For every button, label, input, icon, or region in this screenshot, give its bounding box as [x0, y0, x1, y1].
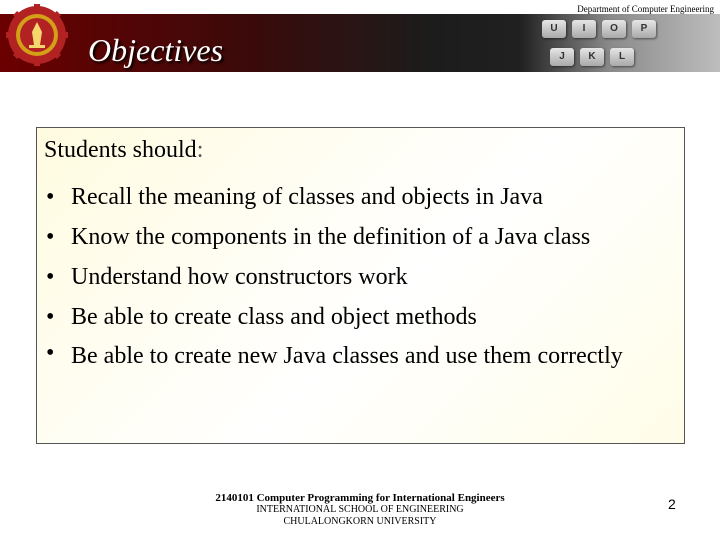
list-item-text: Understand how constructors work [71, 264, 408, 290]
list-item [44, 337, 686, 373]
keyboard-key: K [580, 48, 604, 66]
footer [150, 492, 570, 528]
list-item-text: Know the components in the definition of a Java class [71, 224, 591, 250]
intro-text [44, 137, 203, 164]
list-item [44, 297, 686, 337]
keyboard-key: U [542, 20, 566, 38]
objectives-list [44, 177, 686, 373]
keyboard-key: O [602, 20, 626, 38]
bullet-icon: • [46, 304, 55, 330]
slide-title: Objectives [88, 32, 224, 68]
department-name: Department of Computer Engineering [577, 4, 714, 14]
keyboard-key: J [550, 48, 574, 66]
bullet-icon: • [46, 224, 55, 250]
keyboard-key: L [610, 48, 634, 66]
keyboard-key: P [632, 20, 656, 38]
bullet-icon: • [46, 184, 55, 210]
list-item [44, 217, 686, 257]
bullet-icon: • [46, 340, 55, 366]
list-item-text: Be able to create class and object methods [71, 304, 477, 330]
intro-colon: : [196, 137, 204, 163]
list-item [44, 257, 686, 297]
objectives-box [36, 127, 685, 444]
page-number: 2 [668, 496, 676, 512]
keyboard-key: I [572, 20, 596, 38]
bullet-icon: • [46, 264, 55, 290]
university-logo-icon [6, 4, 68, 66]
list-item [44, 177, 686, 217]
list-item-text: Recall the meaning of classes and objects in Java [71, 184, 543, 210]
school-name: INTERNATIONAL SCHOOL OF ENGINEERING [256, 504, 464, 515]
list-item-text: Be able to create new Java classes and use them correctly [71, 343, 623, 369]
university-name: CHULALONGKORN UNIVERSITY [283, 516, 437, 527]
keyboard-image [520, 14, 720, 72]
intro-label: Students should [44, 137, 197, 163]
course-title: 2140101 Computer Programming for International Engineers [215, 492, 505, 504]
